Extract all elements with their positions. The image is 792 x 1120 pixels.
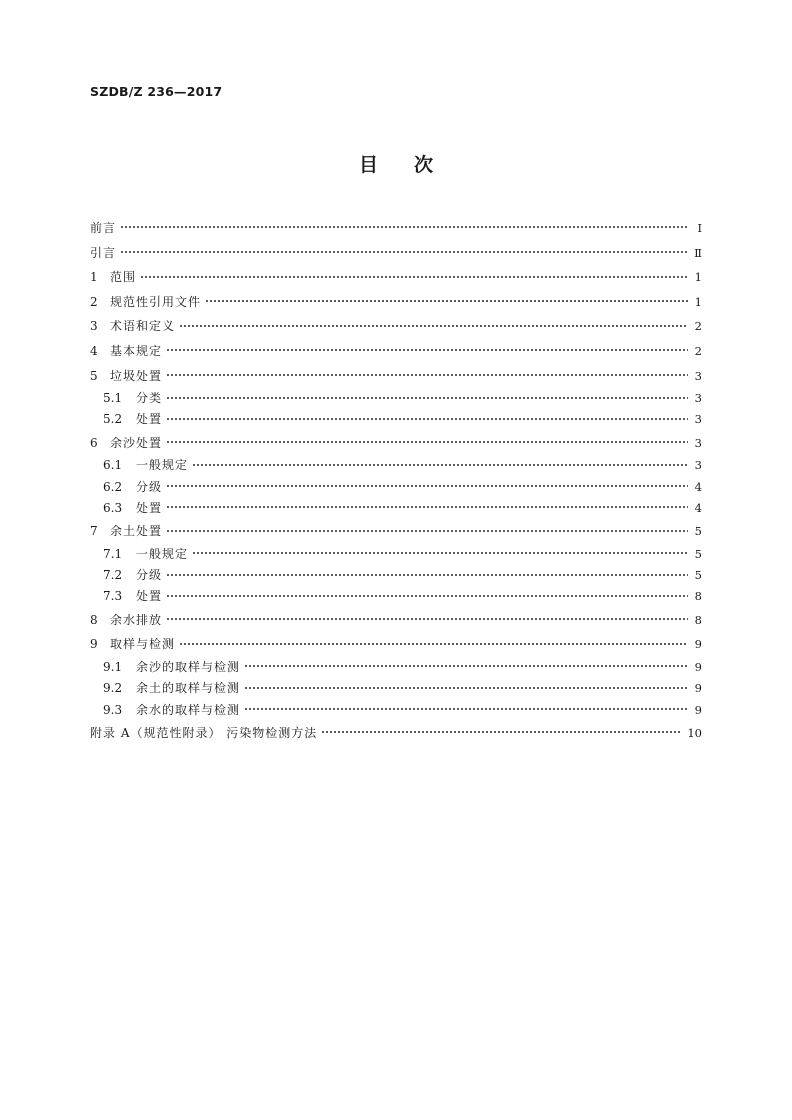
toc-entry-page-number: 3 [694,458,702,473]
dot-leader [244,660,688,672]
toc-entry-label: 余沙处置 [110,435,163,450]
toc-entry[interactable] [90,241,702,266]
toc-entry[interactable] [90,314,702,339]
document-code: SZDB/Z 236—2017 [90,84,223,99]
toc-entry-page-number: 9 [694,659,702,674]
toc-entry[interactable] [90,565,702,586]
toc-entry-page-number: 4 [694,479,702,494]
toc-entry-page-number: 2 [694,343,702,358]
toc-entry[interactable] [90,608,702,633]
toc-entry-number: 4 [90,343,98,358]
toc-entry-number: 6.2 [103,479,123,494]
toc-entry-label: 基本规定 [110,343,163,358]
toc-entry[interactable] [90,498,702,519]
page-title: 目次 [358,154,469,176]
toc-entry-label: 处置 [136,589,163,604]
toc-entry[interactable] [90,700,702,721]
toc-entry-number: 3 [90,319,98,334]
dot-leader [166,369,688,381]
toc-entry-number: 2 [90,294,98,309]
toc-entry-page-number: 3 [694,368,702,383]
toc-entry[interactable] [90,409,702,430]
dot-leader [166,412,688,424]
dot-leader [179,319,688,331]
toc-entry[interactable] [90,455,702,476]
dot-leader [179,637,688,649]
toc-entry-page-number: 9 [694,637,702,652]
toc-entry-label: 一般规定 [136,458,189,473]
toc-entry-page-number: 1 [694,270,702,285]
toc-entry-page-number: 9 [694,681,702,696]
dot-leader [120,221,688,233]
toc-entry-label: 余水排放 [110,612,163,627]
table-of-contents [90,216,702,745]
toc-entry-label: 前言 [90,221,117,235]
toc-entry-page-number: 8 [694,612,702,627]
toc-entry-page-number: 8 [694,589,702,604]
toc-entry-label: 一般规定 [136,546,189,561]
toc-entry-number: 6 [90,435,98,450]
toc-entry-number: 7 [90,524,98,539]
dot-leader [166,344,688,356]
dot-leader [166,524,688,536]
toc-entry[interactable] [90,678,702,699]
toc-entry-label: 余土的取样与检测 [136,681,241,696]
dot-leader [205,295,688,307]
toc-entry-number: 1 [90,270,98,285]
toc-entry-label: 垃圾处置 [110,368,163,383]
toc-entry-page-number: 1 [694,294,702,309]
toc-entry[interactable] [90,216,702,241]
toc-entry-page-number: 5 [694,524,702,539]
dot-leader [192,458,688,470]
toc-entry[interactable] [90,657,702,678]
dot-leader [166,568,688,580]
toc-entry-label: 分类 [136,391,163,406]
toc-entry[interactable] [90,388,702,409]
toc-entry-number: 6.3 [103,500,123,515]
toc-entry-label: 取样与检测 [110,637,176,652]
toc-entry[interactable] [90,290,702,315]
toc-entry[interactable] [90,265,702,290]
toc-entry-label: 处置 [136,500,163,515]
toc-entry-number: 5.2 [103,412,123,427]
toc-entry-page-number: 5 [694,546,702,561]
toc-entry[interactable] [90,632,702,657]
toc-entry-page-number: 5 [694,568,702,583]
toc-entry-number: 9.2 [103,681,123,696]
toc-entry-page-number: 9 [694,702,702,717]
dot-leader [244,681,688,693]
toc-entry-number: 5.1 [103,391,123,406]
toc-entry[interactable] [90,364,702,389]
toc-entry-page-number: Ⅱ [694,245,702,260]
toc-entry-number: 9.1 [103,659,123,674]
toc-entry-label: 范围 [110,270,137,285]
dot-leader [140,270,688,282]
toc-entry[interactable] [90,431,702,456]
toc-entry[interactable] [90,477,702,498]
toc-entry-label: 处置 [136,412,163,427]
toc-entry[interactable] [90,586,702,607]
toc-entry-number: 6.1 [103,458,123,473]
toc-entry-page-number: 3 [694,391,702,406]
dot-leader [166,436,688,448]
toc-entry[interactable] [90,339,702,364]
dot-leader [166,589,688,601]
toc-entry-number: 9 [90,637,98,652]
toc-entry-label: 余沙的取样与检测 [136,659,241,674]
toc-entry-page-number: 3 [694,435,702,450]
toc-entry-page-number: 3 [694,412,702,427]
toc-entry-number: 7.1 [103,546,123,561]
dot-leader [321,726,681,738]
toc-entry-page-number: 4 [694,500,702,515]
toc-entry-label: 引言 [90,245,117,260]
toc-entry-page-number: Ⅰ [697,221,702,235]
toc-entry-page-number: 10 [687,725,702,740]
toc-entry[interactable] [90,721,702,746]
toc-entry-label: 分级 [136,479,163,494]
toc-entry-label: 规范性引用文件 [110,294,202,309]
dot-leader [192,547,688,559]
toc-entry-label: 余水的取样与检测 [136,702,241,717]
dot-leader [166,501,688,513]
toc-entry-label: 附录 A（规范性附录） 污染物检测方法 [90,725,318,740]
toc-entry-number: 8 [90,612,98,627]
toc-entry-number: 9.3 [103,702,123,717]
toc-entry-number: 5 [90,368,98,383]
dot-leader [166,613,688,625]
toc-entry-page-number: 2 [694,319,702,334]
dot-leader [244,703,688,715]
toc-entry[interactable] [90,544,702,565]
toc-entry-number: 7.2 [103,568,123,583]
toc-entry-label: 余土处置 [110,524,163,539]
toc-entry[interactable] [90,519,702,544]
dot-leader [120,246,688,258]
dot-leader [166,391,688,403]
toc-entry-label: 分级 [136,568,163,583]
toc-entry-label: 术语和定义 [110,319,176,334]
dot-leader [166,480,688,492]
toc-entry-number: 7.3 [103,589,123,604]
